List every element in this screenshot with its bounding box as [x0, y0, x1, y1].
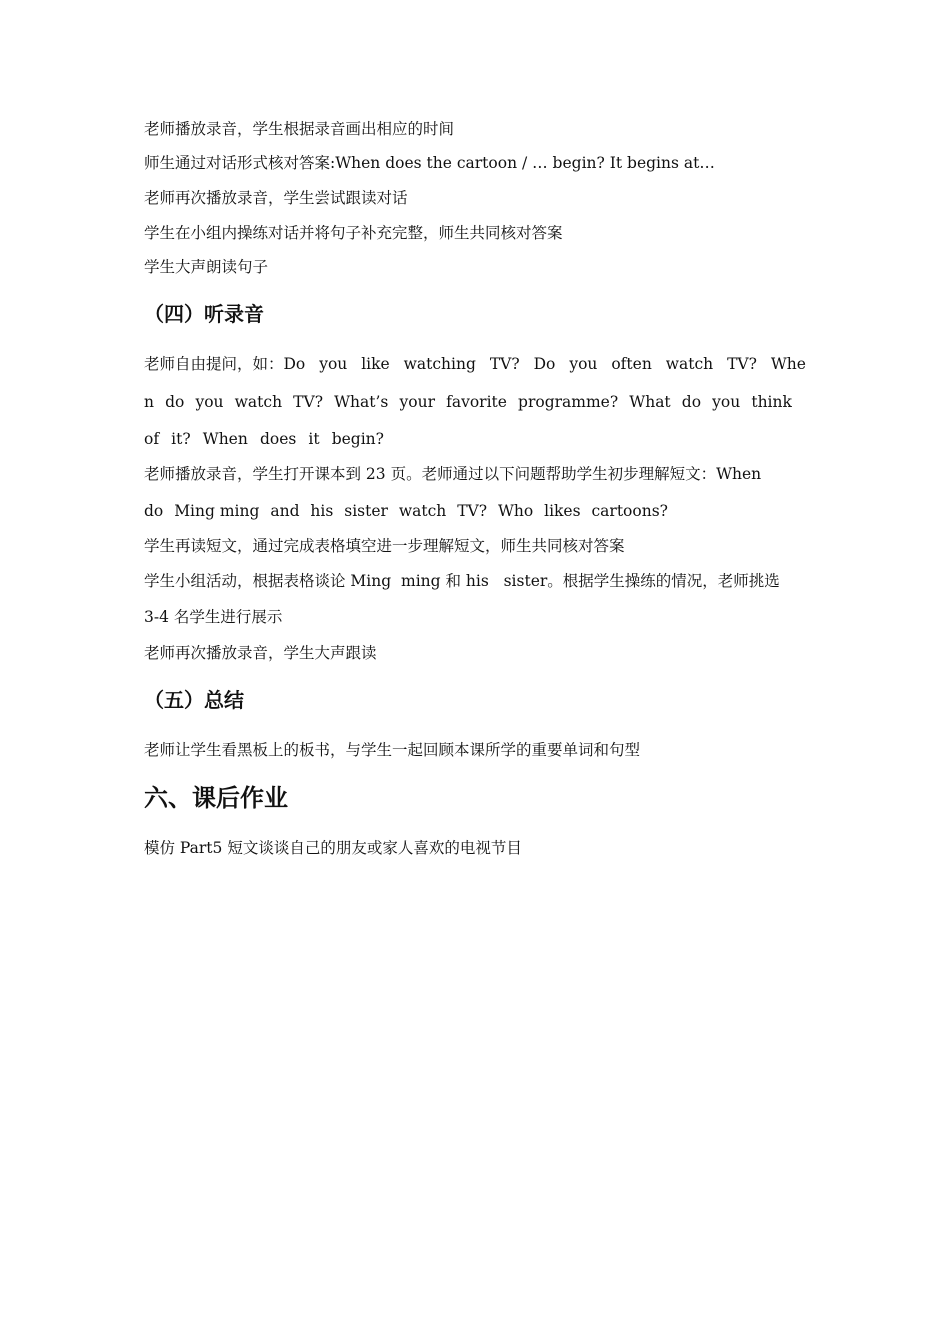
word: you — [712, 393, 741, 411]
word: What — [629, 393, 671, 411]
paragraph: 老师让学生看黑板上的板书，与学生一起回顾本课所学的重要单词和句型 — [144, 741, 641, 759]
paragraph: 老师播放录音，学生打开课本到 23 页。老师通过以下问题帮助学生初步理解短文：When — [144, 465, 762, 483]
paragraph: 师生通过对话形式核对答案:When does the cartoon / … begin? It begins at… — [144, 154, 715, 172]
word: TV? — [293, 393, 324, 411]
word: do — [165, 393, 185, 411]
paragraph: 模仿 Part5 短文谈谈自己的朋友或家人喜欢的电视节目 — [144, 839, 522, 857]
word: 老师自由提问，如：Do — [144, 355, 306, 373]
word: do — [144, 502, 164, 520]
word: of — [144, 430, 160, 448]
word: sister — [344, 502, 388, 520]
word: What’s — [334, 393, 389, 411]
paragraph: 老师播放录音，学生根据录音画出相应的时间 — [144, 120, 455, 138]
paragraph: 学生在小组内操练对话并将句子补充完整，师生共同核对答案 — [144, 224, 563, 242]
paragraph: 老师再次播放录音，学生尝试跟读对话 — [144, 189, 408, 207]
word: you — [569, 355, 598, 373]
word: watch — [665, 355, 714, 373]
word: TV? — [457, 502, 488, 520]
paragraph-justified — [144, 429, 384, 449]
word: TV? — [727, 355, 757, 373]
section-heading-5: （五）总结 — [144, 688, 244, 712]
word: Do — [533, 355, 556, 373]
word: your — [399, 393, 435, 411]
word: you — [195, 393, 224, 411]
word: does — [259, 430, 297, 448]
word: favorite — [446, 393, 507, 411]
paragraph: 学生小组活动，根据表格谈论 Ming ming 和 his sister。根据学生操练的情况，老师挑选 — [144, 572, 780, 590]
word: Whe — [770, 355, 806, 373]
word: TV? — [489, 355, 520, 373]
paragraph: 学生再读短文，通过完成表格填空进一步理解短文，师生共同核对答案 — [144, 537, 625, 555]
word: Ming ming — [174, 502, 260, 520]
word: n — [144, 393, 154, 411]
paragraph-justified — [144, 354, 806, 374]
paragraph-justified — [144, 501, 668, 521]
word: often — [611, 355, 652, 373]
word: likes — [544, 502, 581, 520]
word: think — [751, 393, 792, 411]
word: watching — [403, 355, 476, 373]
word: programme? — [518, 393, 619, 411]
word: it? — [171, 430, 191, 448]
word: begin? — [331, 430, 384, 448]
word: and — [270, 502, 300, 520]
section-heading-4: （四）听录音 — [144, 302, 264, 326]
word: his — [310, 502, 334, 520]
section-heading-6: 六、课后作业 — [144, 783, 288, 812]
paragraph: 老师再次播放录音，学生大声跟读 — [144, 644, 377, 662]
word: Who — [497, 502, 534, 520]
word: watch — [398, 502, 447, 520]
paragraph-justified — [144, 392, 792, 412]
paragraph: 学生大声朗读句子 — [144, 258, 269, 276]
word: When — [202, 430, 248, 448]
word: like — [361, 355, 390, 373]
word: it — [308, 430, 320, 448]
word: cartoons? — [591, 502, 668, 520]
word: you — [319, 355, 348, 373]
paragraph: 3-4 名学生进行展示 — [144, 608, 283, 626]
word: watch — [234, 393, 283, 411]
word: do — [681, 393, 702, 411]
